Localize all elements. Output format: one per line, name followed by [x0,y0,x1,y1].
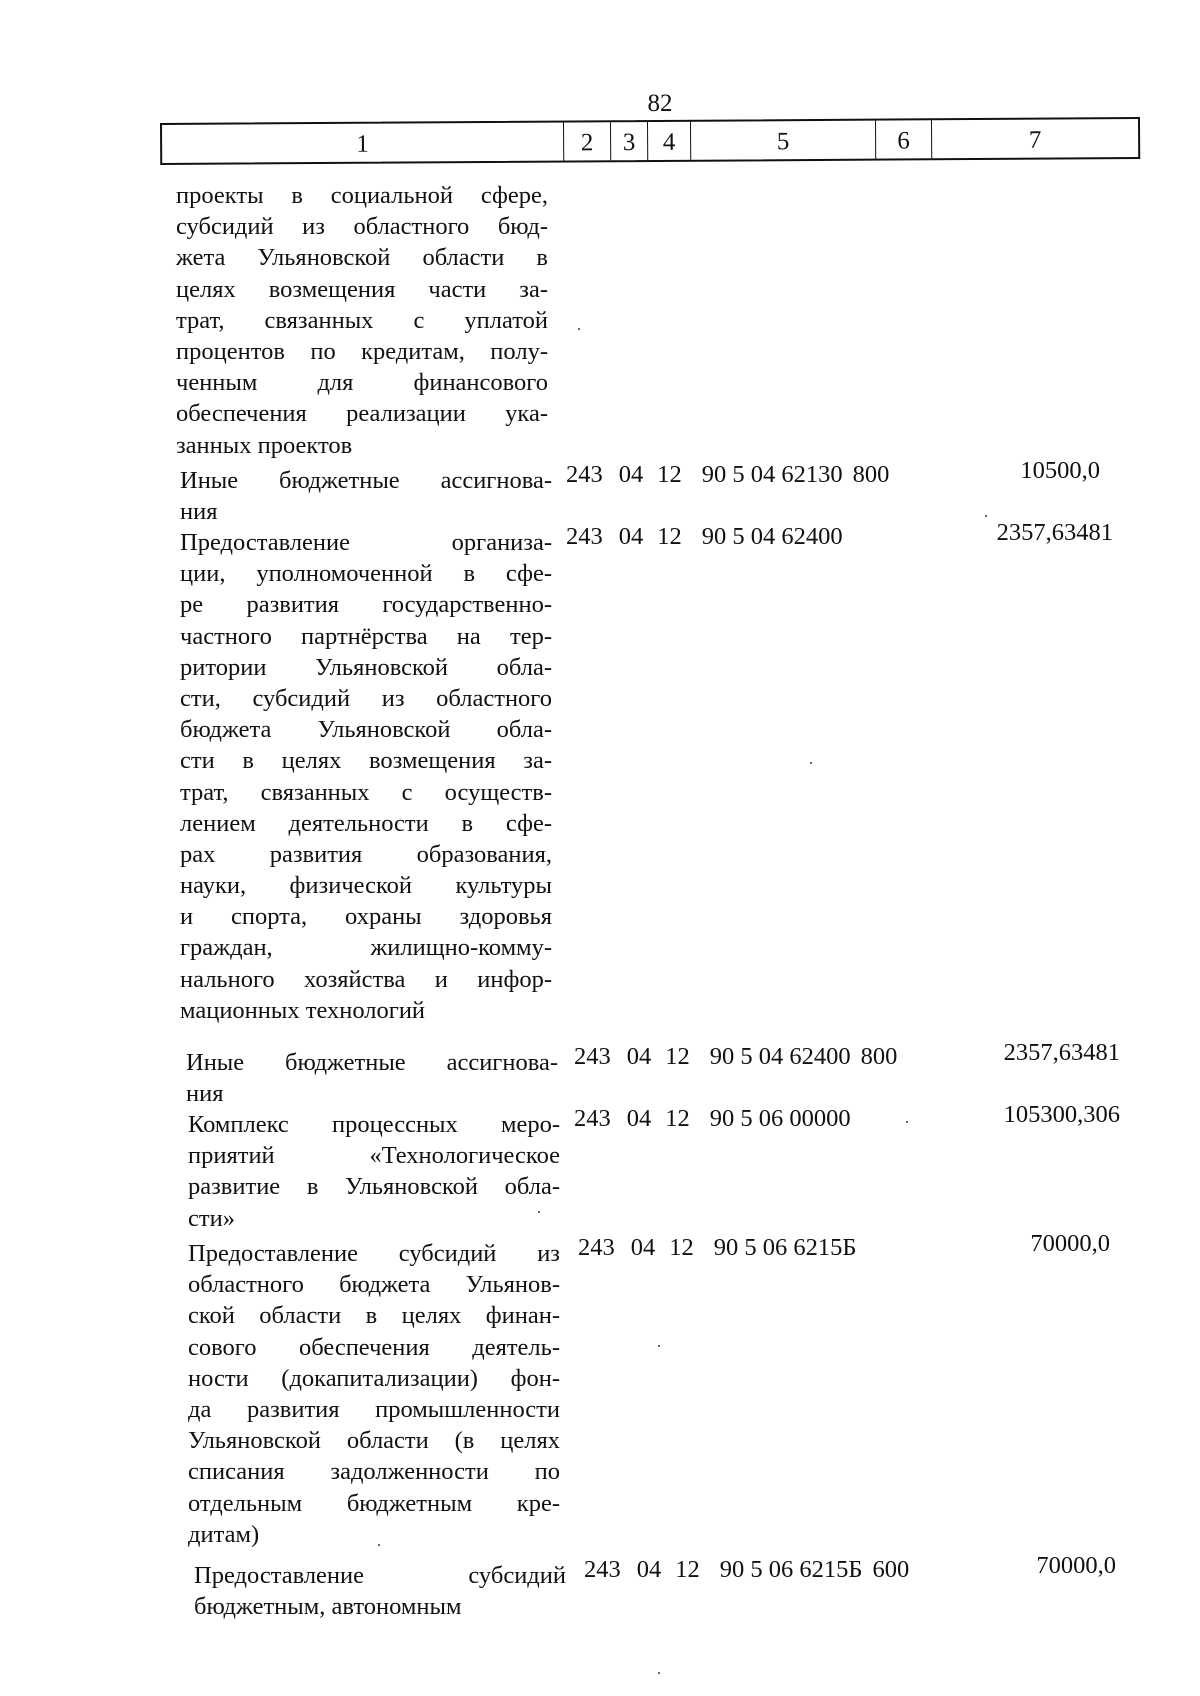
description-line: проекты в социальной сфере, [176,182,548,209]
row-amount: 2357,63481 [996,519,1113,546]
description-line: мационных технологий [180,996,426,1024]
scan-speck [658,1672,660,1674]
row-codes [566,521,843,552]
scan-speck [578,328,580,330]
description-line: областного бюджета Ульянов- [188,1271,560,1299]
scan-speck [906,1121,908,1123]
description-line: бюджета Ульяновской обла- [180,716,552,744]
description-line: Комплекс процессных меро- [188,1111,560,1138]
description-line: субсидий из областного бюд- [176,213,548,241]
code-ved: 243 [566,461,603,488]
description-line: рах развития образования, [180,840,552,868]
description-line: Иные бюджетные ассигнова- [186,1049,558,1076]
description-line: процентов по кредитам, полу- [176,337,548,365]
code-target-article: 90 5 04 62130 [701,461,843,488]
page-number: 82 [647,90,673,117]
row-description [186,1047,558,1109]
code-ved: 243 [578,1234,615,1261]
description-line: ции, уполномоченной в сфе- [180,560,552,588]
row-amount: 10500,0 [1020,457,1100,484]
description-line: трат, связанных с уплатой [176,306,548,334]
code-ved: 243 [584,1556,621,1583]
code-section: 04 [626,1043,652,1070]
table-header-row [160,117,1140,165]
description-line: ре развития государственно- [180,591,552,619]
code-ved: 243 [574,1043,611,1070]
description-line: развитие в Ульяновской обла- [188,1173,560,1201]
description-line: сового обеспечения деятель- [188,1333,560,1361]
header-col-3: 3 [611,122,648,160]
scan-speck [378,1544,380,1546]
code-section: 04 [626,1105,652,1132]
description-line: Предоставление субсидий из [188,1240,560,1267]
row-amount: 70000,0 [1036,1552,1116,1579]
header-col-4: 4 [648,122,691,160]
description-line: сти, субсидий из областного [180,684,552,712]
row-codes [584,1554,909,1585]
code-target-article: 90 5 04 62400 [709,1043,851,1070]
row-description [188,1238,560,1550]
description-line: науки, физической культуры [180,872,552,900]
code-expense-type: 600 [872,1556,910,1583]
header-col-1: 1 [162,123,564,163]
code-section: 04 [636,1556,662,1583]
description-line: Ульяновской области (в целях [188,1427,560,1455]
description-line: ности (докапитализации) фон- [188,1364,560,1392]
description-line: Иные бюджетные ассигнова- [180,467,552,494]
row-codes [578,1232,856,1263]
description-line: ритории Ульяновской обла- [180,653,552,681]
description-line: сти» [188,1204,235,1232]
row-description [180,527,552,1026]
description-line: нального хозяйства и инфор- [180,965,552,993]
description-line: обеспечения реализации ука- [176,400,548,428]
row-description [180,465,552,527]
code-expense-type: 800 [852,461,890,488]
header-col-6: 6 [876,120,932,158]
code-section: 04 [618,523,644,550]
description-line: ченным для финансового [176,369,548,397]
code-subsection: 12 [657,461,682,488]
description-line: Предоставление субсидий [194,1562,566,1589]
row-amount: 2357,63481 [1003,1039,1120,1066]
code-subsection: 12 [657,523,682,550]
description-line: частного партнёрства на тер- [180,622,552,650]
code-target-article: 90 5 04 62400 [701,523,843,550]
description-line: да развития промышленности [188,1395,560,1423]
row-codes [574,1103,851,1134]
scan-speck [658,1345,660,1347]
description-line: и спорта, охраны здоровья [180,903,552,931]
code-subsection: 12 [675,1556,700,1583]
description-line: ской области в целях финан- [188,1302,560,1330]
description-line: сти в целях возмещения за- [180,747,552,775]
description-line: ния [180,498,218,526]
description-line: дитам) [188,1520,260,1548]
code-subsection: 12 [669,1234,694,1261]
code-section: 04 [630,1234,656,1261]
scan-speck [538,1211,540,1213]
row-description [194,1560,566,1622]
code-target-article: 90 5 06 6215Б [713,1234,857,1261]
code-section: 04 [618,461,644,488]
description-line: трат, связанных с осуществ- [180,778,552,806]
description-line: целях возмещения части за- [176,275,548,303]
row-codes [566,459,889,490]
description-line: отдельным бюджетным кре- [188,1489,560,1517]
description-line: занных проектов [176,431,353,459]
code-target-article: 90 5 06 00000 [709,1105,851,1132]
header-col-2: 2 [564,122,611,160]
scan-speck [810,762,812,764]
description-line: приятий «Технологическое [188,1142,560,1170]
row-description [176,180,548,461]
code-ved: 243 [566,523,603,550]
description-line: бюджетным, автономным [194,1593,462,1621]
code-subsection: 12 [665,1043,690,1070]
code-target-article: 90 5 06 6215Б [719,1556,863,1583]
code-ved: 243 [574,1105,611,1132]
row-amount: 105300,306 [1003,1101,1120,1128]
scan-speck [985,515,987,517]
description-line: жета Ульяновской области в [176,244,548,272]
description-line: ния [186,1080,224,1108]
description-line: граждан, жилищно-комму- [180,934,552,962]
row-codes [574,1041,897,1072]
header-col-5: 5 [691,121,876,160]
row-amount: 70000,0 [1030,1230,1110,1257]
header-col-7: 7 [1028,126,1042,154]
description-line: списания задолженности по [188,1458,560,1486]
description-line: Предоставление организа- [180,529,552,556]
code-subsection: 12 [665,1105,690,1132]
code-expense-type: 800 [860,1043,898,1070]
row-description [188,1109,560,1234]
description-line: лением деятельности в сфе- [180,809,552,837]
